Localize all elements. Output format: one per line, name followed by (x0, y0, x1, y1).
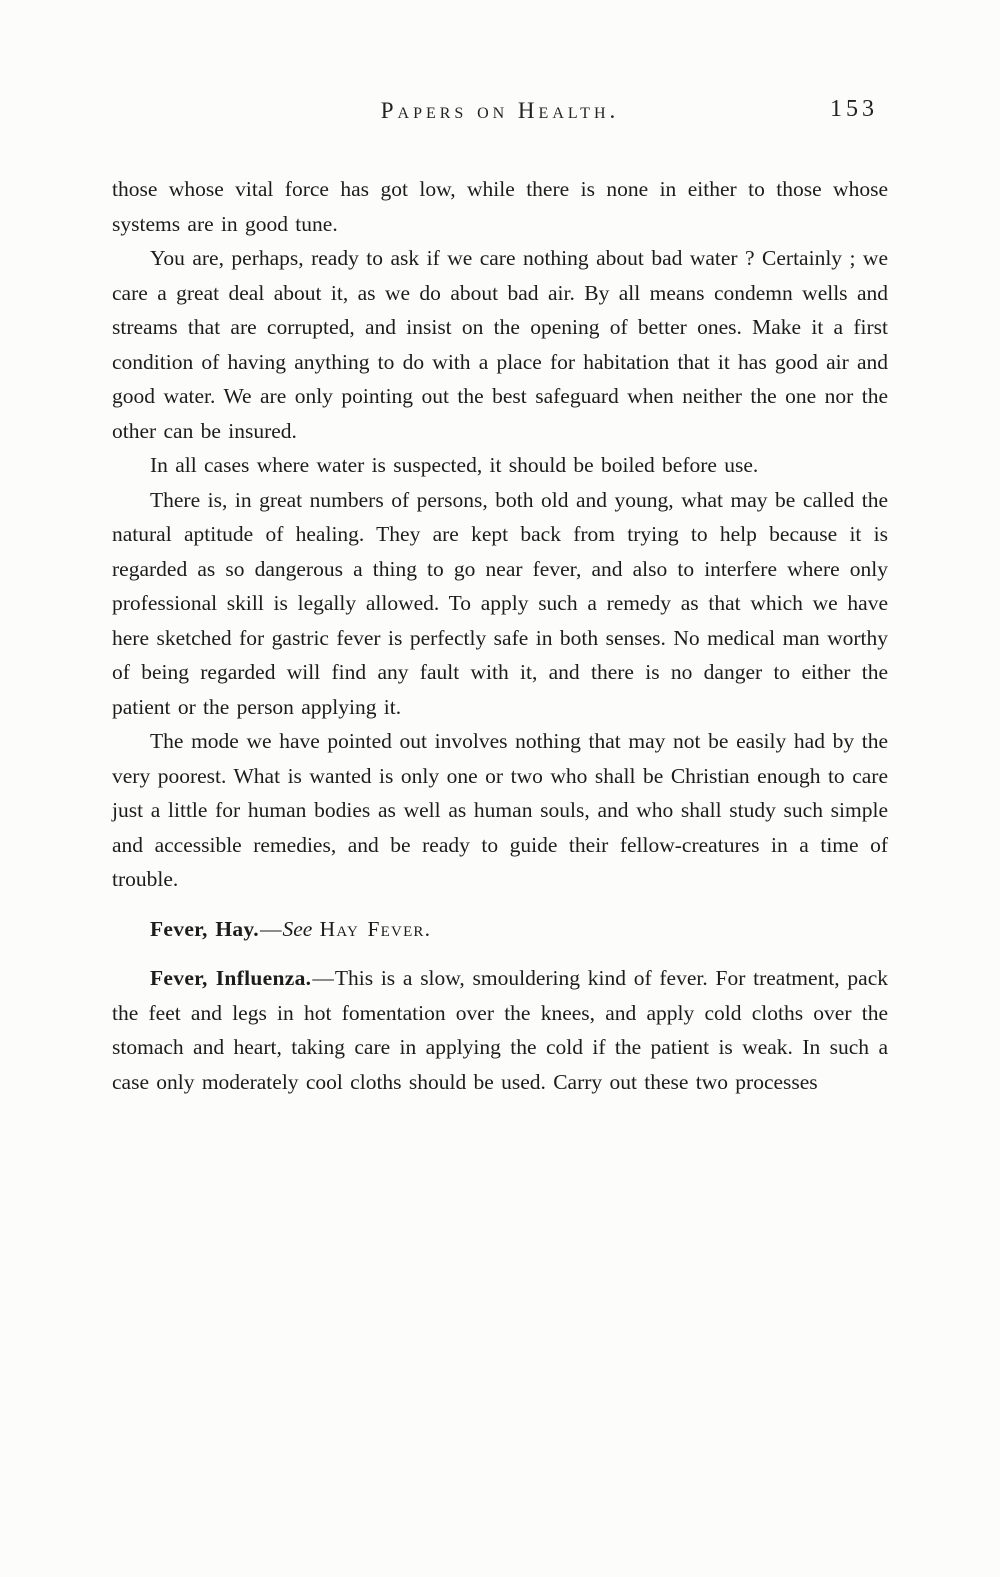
page-header (112, 98, 888, 132)
see-label: See (282, 916, 313, 941)
entry-term-fever-influenza: Fever, Influenza. (150, 966, 312, 990)
running-title: Papers on Health. (380, 98, 620, 123)
cross-reference-hay-fever: Hay Fever. (319, 916, 432, 941)
page-number: 153 (830, 96, 878, 122)
paragraph-bad-water: You are, perhaps, ready to ask if we care nothing about bad water ? Certainly ; we care a great deal about it, as we do about bad air. By all means condemn wells and streams that are corrupted, and insist on the opening of better ones. Make it a first condition of having anything to do with a place for habitation that it has good air and good water. We are only pointing out the best safeguard when neither the one nor the other can be insured. (112, 246, 888, 443)
entry-text-fever-influenza: This is a slow, smouldering kind of fever. For treatment, pack the feet and legs in hot fomentation over the knees, and apply cold cloths over the stomach and heart, taking care in applying the cold if the patient is weak. In such a case only moderately cool cloths should be used. Carry out these two processes (112, 966, 888, 1094)
paragraph-boil-water: In all cases where water is suspected, it should be boiled before use. (150, 453, 759, 477)
page-body (112, 172, 888, 1099)
paragraph-mode-pointed-out: The mode we have pointed out involves nothing that may not be easily had by the very poorest. What is wanted is only one or two who shall be Christian enough to care just a little for human bodies as well as human souls, and who shall study such simple and accessible remedies, and be ready to guide their fellow-creatures in a time of trouble. (112, 729, 888, 891)
entry-fever-influenza (112, 961, 888, 1099)
paragraph-continuation: those whose vital force has got low, while there is none in either to those whose systems are in good tune. (112, 177, 888, 236)
entry-fever-hay (112, 912, 888, 947)
em-dash: — (259, 916, 282, 941)
em-dash: — (312, 966, 334, 990)
entry-term-fever-hay: Fever, Hay. (150, 916, 259, 941)
paragraph-aptitude-of-healing: There is, in great numbers of persons, both old and young, what may be called the natural aptitude of healing. They are kept back from trying to help because it is regarded as so dangerous a thing to go near fever, and also to interfere where only professional skill is legally allowed. To apply such a remedy as that which we have here sketched for gastric fever is perfectly safe in both senses. No medical man worthy of being regarded will find any fault with it, and there is no danger to either the patient or the person applying it. (112, 487, 888, 719)
